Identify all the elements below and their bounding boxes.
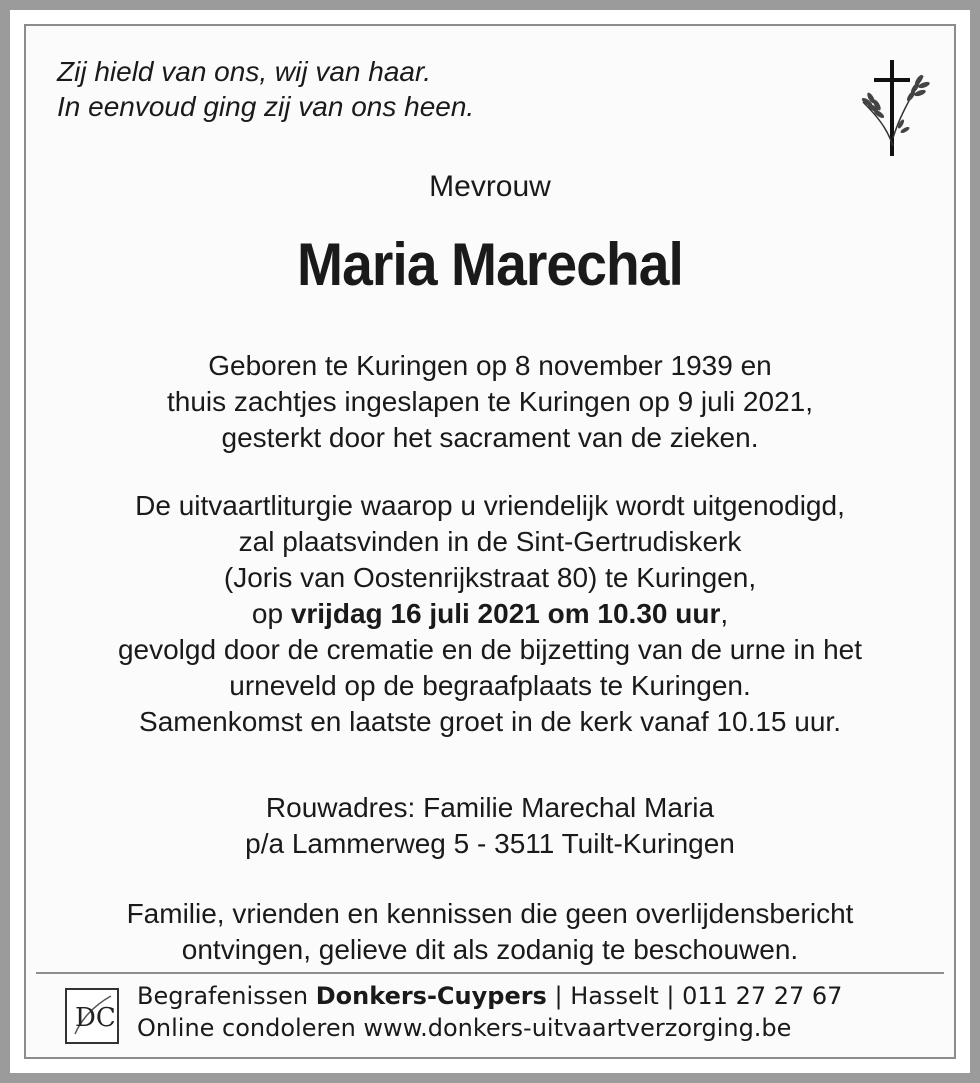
company-name: Donkers-Cuypers — [315, 982, 547, 1010]
ceremony-line-2: zal plaatsvinden in de Sint-Gertrudiskerk — [238, 526, 742, 557]
ceremony-line-1: De uitvaartliturgie waarop u vriendelijk wordt uitgenodigd, — [135, 490, 845, 521]
mourning-address — [10, 790, 970, 862]
deceased-name: Maria Marechal — [297, 231, 683, 298]
logo-letters: DC — [75, 1003, 116, 1033]
footer-condolence-link[interactable]: Online condoleren www.donkers-uitvaartverzorging.be — [137, 1014, 792, 1042]
notice-line-1: Familie, vrienden en kennissen die geen overlijdensbericht — [126, 898, 854, 929]
motto-line-1: Zij hield van ons, wij van haar. — [57, 56, 432, 87]
cross-with-wheat-icon — [853, 58, 933, 170]
ceremony-date-line — [10, 596, 970, 632]
address-line-1: Rouwadres: Familie Marechal Maria — [265, 792, 715, 823]
notice-text — [10, 896, 970, 968]
birth-death-text — [10, 348, 970, 456]
footer-contact: | Hasselt | 011 27 27 67 — [546, 982, 843, 1010]
obituary-card — [10, 10, 970, 1073]
address-line-2: p/a Lammerweg 5 - 3511 Tuilt-Kuringen — [245, 828, 735, 859]
funeral-home-logo — [65, 988, 119, 1044]
ceremony-date-prefix: op — [251, 598, 291, 629]
honorific: Mevrouw — [429, 170, 551, 203]
birth-line: Geboren te Kuringen op 8 november 1939 en — [208, 350, 772, 381]
sacrament-line: gesterkt door het sacrament van de zieken. — [221, 422, 759, 453]
notice-line-2: ontvingen, gelieve dit als zodanig te beschouwen. — [181, 934, 799, 965]
ceremony-date: vrijdag 16 juli 2021 om 10.30 uur — [290, 598, 721, 629]
death-line: thuis zachtjes ingeslapen te Kuringen op 9 juli 2021, — [167, 386, 813, 417]
ceremony-date-suffix: , — [720, 598, 729, 629]
ceremony-line-7: Samenkomst en laatste groet in de kerk vanaf 10.15 uur. — [139, 706, 841, 737]
footer-prefix: Begrafenissen — [137, 982, 316, 1010]
ceremony-text — [10, 488, 970, 740]
footer-divider — [36, 972, 944, 974]
ceremony-line-5: gevolgd door de crematie en de bijzetting van de urne in het — [117, 634, 863, 665]
ceremony-line-3: (Joris van Oostenrijkstraat 80) te Kuringen, — [223, 562, 757, 593]
ceremony-line-6: urneveld op de begraafplaats te Kuringen. — [229, 670, 751, 701]
footer — [137, 980, 842, 1044]
motto — [57, 54, 474, 124]
motto-line-2: In eenvoud ging zij van ons heen. — [57, 91, 475, 122]
footer-line-1 — [137, 980, 842, 1012]
